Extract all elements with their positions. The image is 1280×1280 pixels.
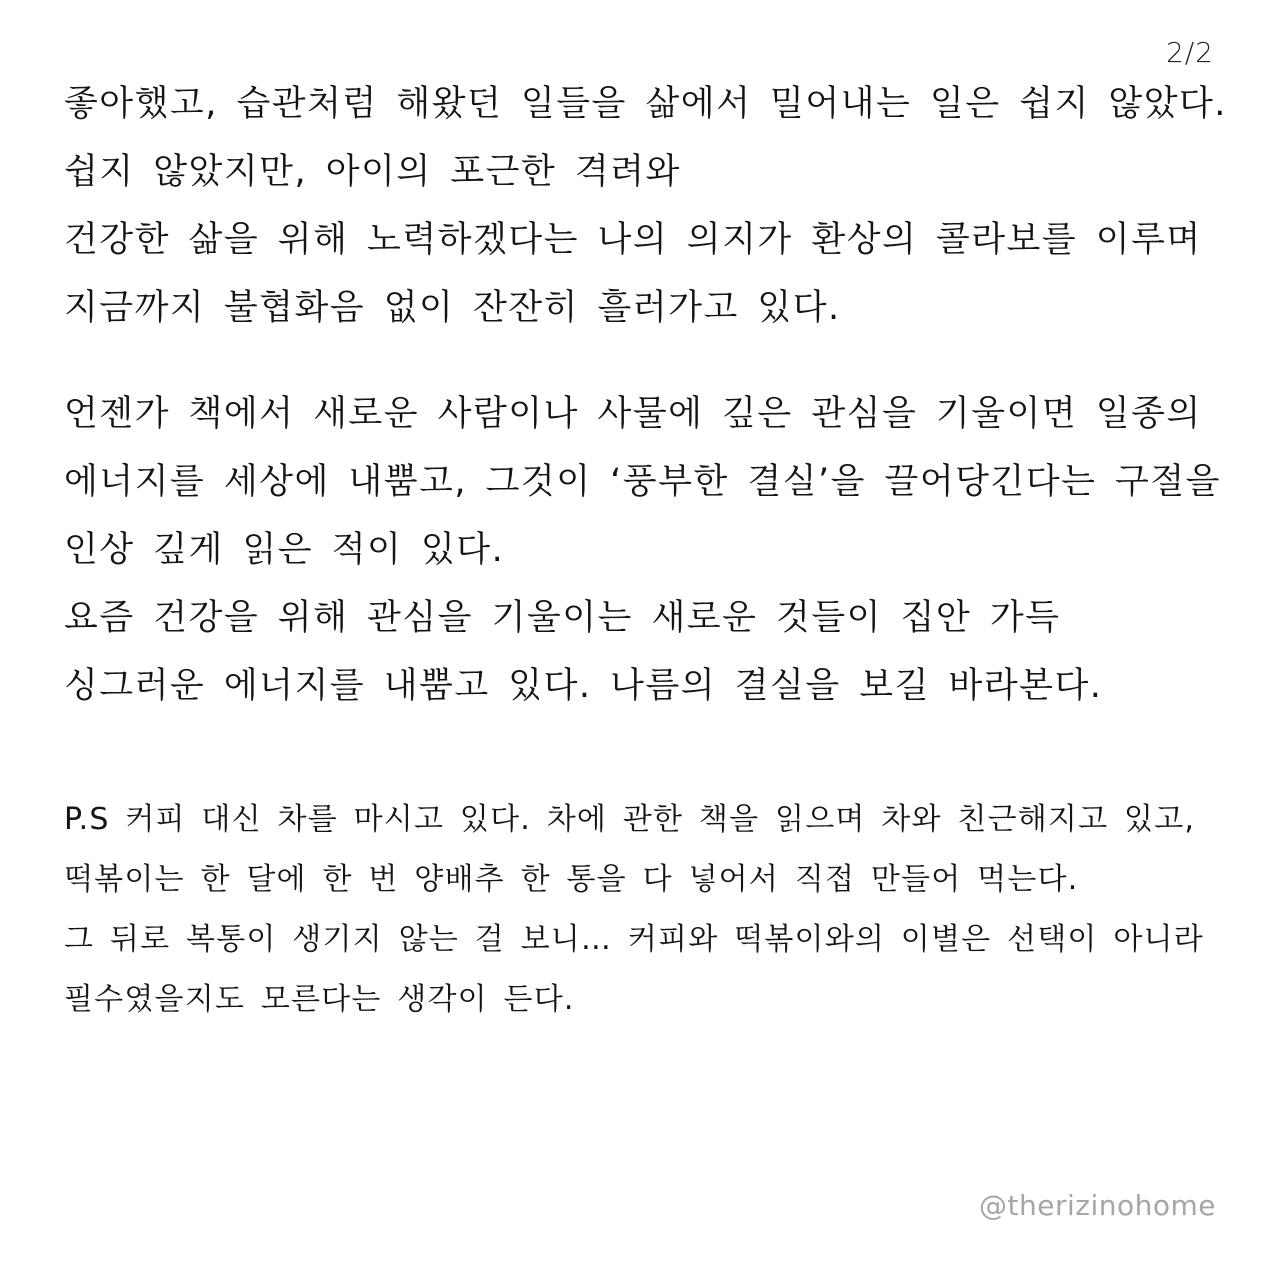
postscript-paragraph <box>64 790 1204 1030</box>
text-line: 요즘 건강을 위해 관심을 기울이는 새로운 것들이 집안 가득 <box>64 598 1061 638</box>
text-line: 필수였을지도 모른다는 생각이 든다. <box>64 982 575 1017</box>
text-line: 쉽지 않았지만, 아이의 포근한 격려와 <box>64 152 681 192</box>
text-line: 에너지를 세상에 내뿜고, 그것이 ‘풍부한 결실’을 끌어당긴다는 구절을 <box>64 462 1221 502</box>
text-line: 그 뒤로 복통이 생기지 않는 걸 보니… 커피와 떡볶이와의 이별은 선택이 아니라 <box>64 922 1204 957</box>
paragraph-2 <box>64 380 1221 720</box>
text-line: 지금까지 불협화음 없이 잔잔히 흘러가고 있다. <box>64 288 841 328</box>
text-line: 인상 깊게 읽은 적이 있다. <box>64 530 505 570</box>
text-line: 싱그러운 에너지를 내뿜고 있다. 나름의 결실을 보길 바라본다. <box>64 666 1103 706</box>
text-line: 언젠가 책에서 새로운 사람이나 사물에 깊은 관심을 기울이면 일종의 <box>64 394 1202 434</box>
paragraph-1 <box>64 70 1227 342</box>
page-number: 2/2 <box>1165 36 1214 69</box>
text-line: 건강한 삶을 위해 노력하겠다는 나의 의지가 환상의 콜라보를 이루며 <box>64 220 1202 260</box>
account-handle: @therizinohome <box>979 1189 1216 1222</box>
text-line: P.S 커피 대신 차를 마시고 있다. 차에 관한 책을 읽으며 차와 친근해지고 있고, <box>64 802 1196 837</box>
text-line: 떡볶이는 한 달에 한 번 양배추 한 통을 다 넣어서 직접 만들어 먹는다. <box>64 862 1079 897</box>
text-line: 좋아했고, 습관처럼 해왔던 일들을 삶에서 밀어내는 일은 쉽지 않았다. <box>64 84 1227 124</box>
